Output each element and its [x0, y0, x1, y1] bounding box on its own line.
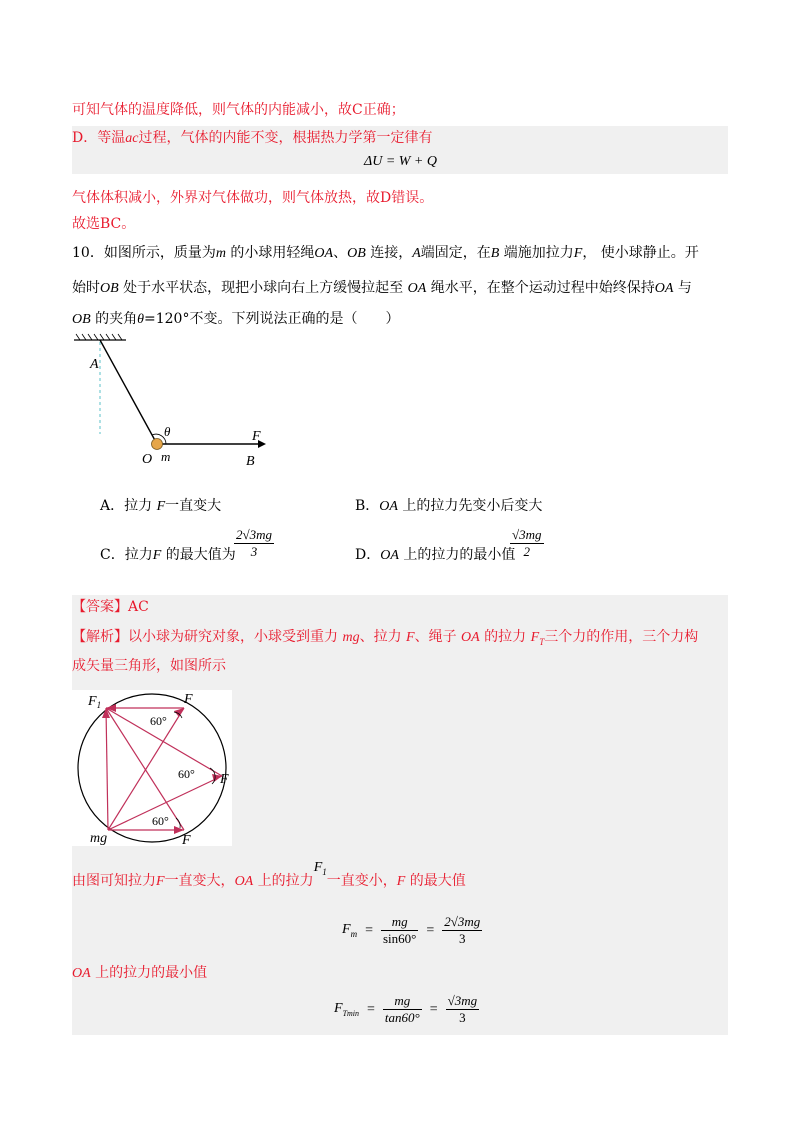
option-c-fraction: $\frac{2√3mg}{3}$	[236, 527, 273, 559]
question-line-1: 10．如图所示，质量为m 的小球用轻绳OA、OB 连接，A端固定，在B 端施加拉力F， 使小球静止。开	[72, 245, 699, 261]
conclusion-line: 由图可知拉力F一直变大，OA 上的拉力$F_1$一直变小，F 的最大值	[72, 860, 466, 889]
label-f1: $F_1$	[88, 694, 102, 710]
rope-oa	[100, 340, 157, 444]
label-mg: mg	[90, 831, 108, 846]
question-line-3: OB 的夹角θ=120°不变。下列说法正确的是（ ）	[72, 311, 400, 327]
answer-line: 【答案】AC	[72, 599, 149, 615]
option-c[interactable]: C．拉力F 的最大值为	[100, 547, 236, 563]
label-a: A	[90, 357, 99, 372]
label-angle-2: 60°	[178, 767, 195, 781]
option-b[interactable]: B．OA 上的拉力先变小后变大	[355, 498, 543, 514]
equation-f-tmin: $F_{Tmin}$ = $\frac{mg}{\tan 60^\circ}$ = $\frac{√3mg}{3}$	[334, 993, 478, 1025]
analysis-line-2: 成矢量三角形，如图所示	[72, 658, 226, 674]
text-line: D．等温ac过程，气体的内能不变，根据热力学第一定律有	[72, 130, 433, 146]
vector-circle-figure	[72, 690, 232, 846]
label-f-mid: F	[220, 772, 229, 787]
text-line: 可知气体的温度降低，则气体的内能减小，故C正确；	[72, 102, 405, 118]
text-line: 故选BC。	[72, 216, 136, 232]
conclusion-line-2: OA 上的拉力的最小值	[72, 965, 208, 981]
label-angle-3: 60°	[152, 814, 169, 828]
label-o: O	[142, 452, 153, 467]
ceiling-hatch	[76, 334, 122, 340]
analysis-line-1: 【解析】以小球为研究对象，小球受到重力 mg、拉力 F、绳子 OA 的拉力 $F_T$三个力的作用，三个力构	[72, 629, 699, 647]
label-b: B	[246, 454, 255, 469]
pendulum-figure	[60, 332, 280, 472]
question-line-2: 始时OB 处于水平状态，现把小球向右上方缓慢拉起至 OA 绳水平，在整个运动过程中始终保持OA 与	[72, 280, 692, 296]
label-f-top: F	[184, 692, 193, 707]
option-d[interactable]: D．OA 上的拉力的最小值	[355, 547, 516, 563]
text-line: 气体体积减小，外界对气体做功，则气体放热，故D错误。	[72, 190, 434, 206]
option-a[interactable]: A．拉力 F一直变大	[100, 498, 222, 514]
equation-first-law: ΔU = W + Q	[364, 154, 437, 169]
equation-f-max: $F_m$ = $\frac{mg}{\sin 60^\circ}$ = $\frac{2√3mg}{3}$	[342, 914, 481, 946]
label-angle-1: 60°	[150, 714, 167, 728]
option-d-fraction: $\frac{√3mg}{2}$	[512, 527, 542, 559]
label-f: F	[252, 429, 261, 444]
ball	[152, 439, 163, 450]
label-m: m	[161, 449, 171, 464]
label-f-bot: F	[182, 833, 191, 846]
label-theta: θ	[164, 424, 171, 439]
